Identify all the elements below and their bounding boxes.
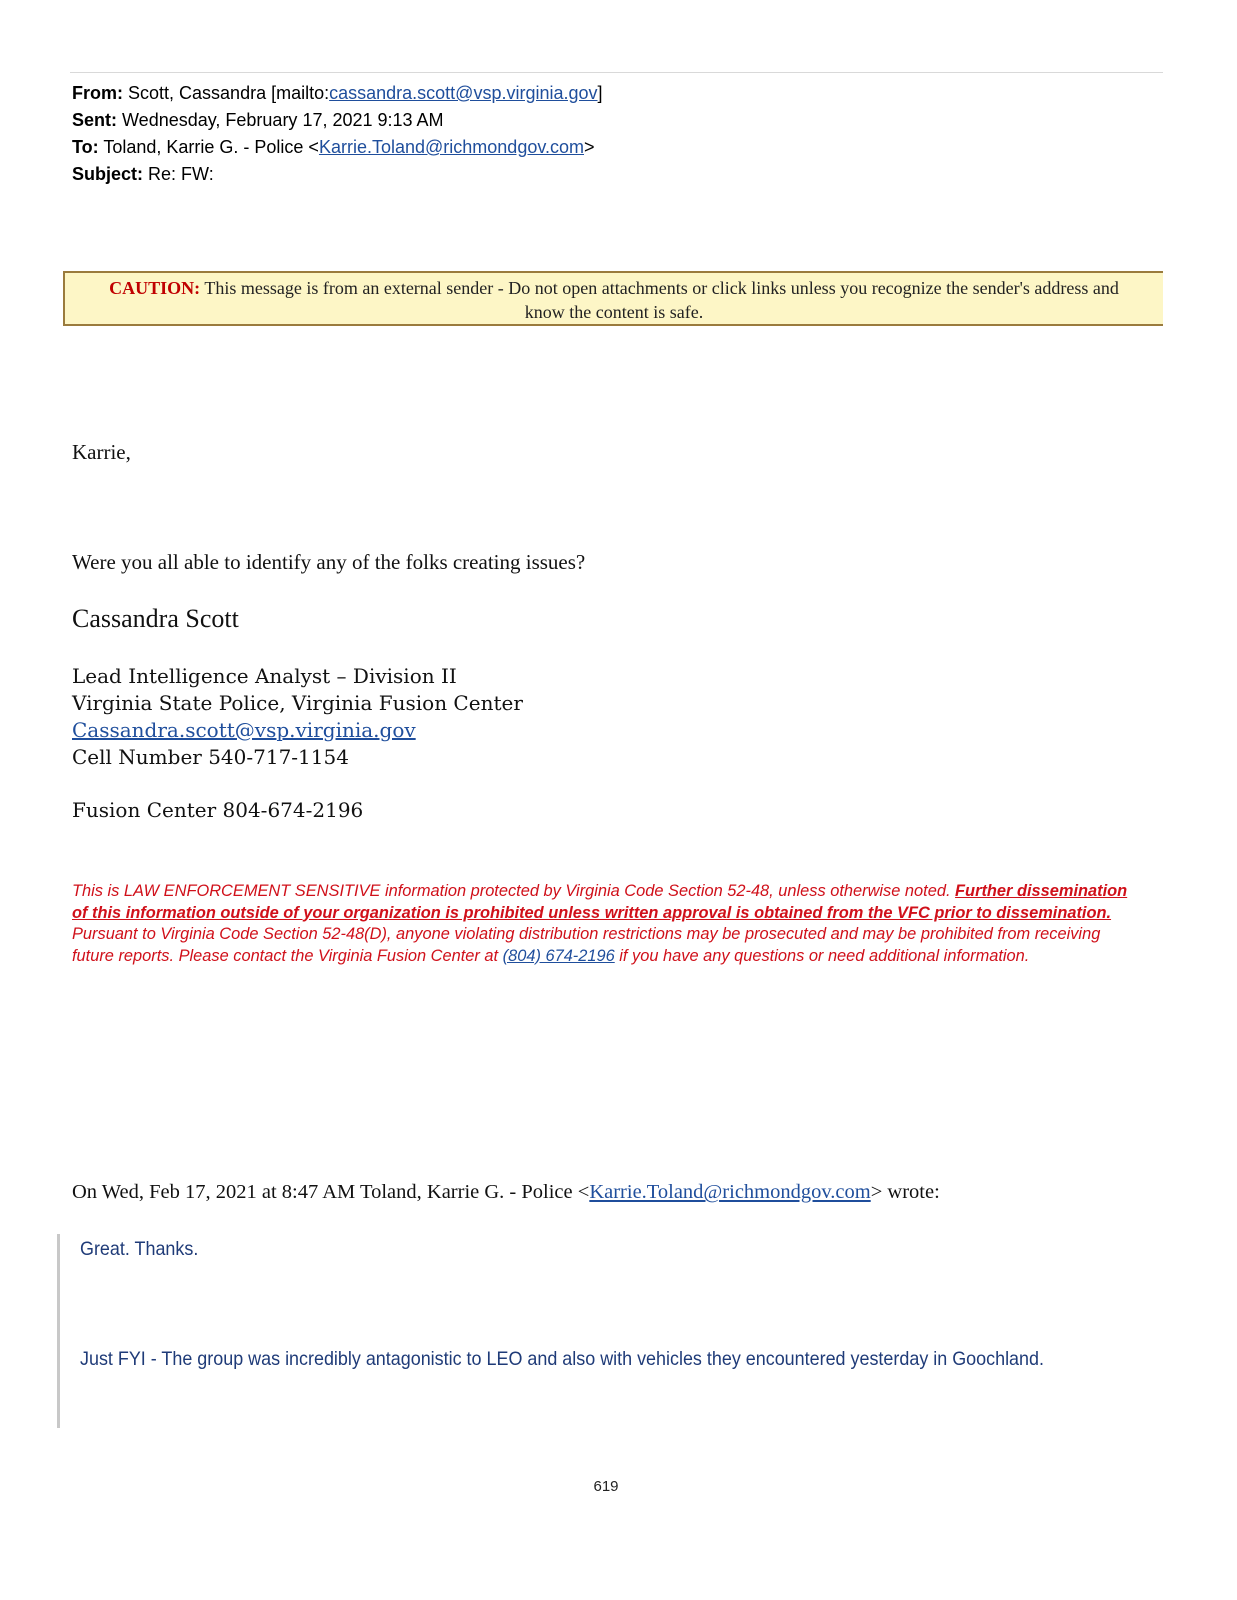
quoted-intro-prefix: On Wed, Feb 17, 2021 at 8:47 AM Toland, Karrie G. - Police < (72, 1181, 590, 1203)
disclaimer-part3: if you have any questions or need additional information. (614, 946, 1030, 965)
signature-name: Cassandra Scott (72, 604, 239, 633)
subject-line (72, 161, 603, 188)
from-email-link[interactable]: cassandra.scott@vsp.virginia.gov (329, 83, 598, 103)
signature-cell: Cell Number 540-717-1154 (72, 745, 349, 769)
to-name: Toland, Karrie G. - Police < (103, 137, 319, 157)
from-line (72, 80, 603, 107)
body-question: Were you all able to identify any of the folks creating issues? (72, 550, 586, 574)
email-header (72, 80, 603, 188)
quote-bar (57, 1234, 60, 1428)
caution-text: This message is from an external sender - Do not open attachments or click links unless you recognize the sender's address and know the content is safe. (204, 278, 1119, 322)
quoted-line-2: Just FYI - The group was incredibly antagonistic to LEO and also with vehicles they encountered yesterday in Goochland. (80, 1348, 1044, 1370)
from-name: Scott, Cassandra [mailto: (128, 83, 330, 103)
quoted-intro-suffix: > wrote: (870, 1181, 940, 1203)
quoted-intro (72, 1181, 940, 1204)
quoted-intro-email-link[interactable]: Karrie.Toland@richmondgov.com (589, 1181, 871, 1203)
legal-disclaimer (72, 881, 1132, 967)
header-divider (70, 72, 1163, 73)
signature-organization: Virginia State Police, Virginia Fusion Center (72, 691, 523, 715)
disclaimer-part1: This is LAW ENFORCEMENT SENSITIVE information protected by Virginia Code Section 52-48, unless otherwise noted. (72, 882, 956, 900)
to-line (72, 134, 603, 161)
disclaimer-part2: Pursuant to Virginia Code Section 52-48(D), anyone violating distribution restrictions may be prosecuted and may be prohibited from receiving future reports. Please contact the Virginia Fusion Center at (72, 925, 1101, 965)
subject-value: Re: FW: (148, 164, 214, 184)
page-number: 619 (593, 1478, 619, 1495)
greeting: Karrie, (72, 440, 131, 464)
subject-label: Subject: (72, 164, 144, 184)
sent-value: Wednesday, February 17, 2021 9:13 AM (122, 110, 444, 130)
signature-fusion-phone: Fusion Center 804-674-2196 (72, 798, 364, 822)
signature-email-link[interactable]: Cassandra.scott@vsp.virginia.gov (72, 718, 416, 742)
sent-label: Sent: (72, 110, 117, 130)
signature-title: Lead Intelligence Analyst – Division II (72, 664, 457, 688)
from-close: ] (597, 83, 603, 103)
to-label: To: (72, 137, 99, 157)
quoted-line-1: Great. Thanks. (80, 1238, 199, 1260)
from-label: From: (72, 83, 123, 103)
caution-label: CAUTION: (109, 278, 201, 298)
caution-banner (63, 271, 1163, 326)
disclaimer-emphasis: Further dissemination of this information outside of your organization is prohibited unless written approval is obtained from the VFC prior to dissemination. (72, 882, 1128, 922)
signature-block (72, 663, 523, 771)
to-close: > (584, 137, 595, 157)
to-email-link[interactable]: Karrie.Toland@richmondgov.com (318, 137, 585, 157)
disclaimer-phone-link[interactable]: (804) 674-2196 (502, 946, 615, 965)
sent-line (72, 107, 603, 134)
